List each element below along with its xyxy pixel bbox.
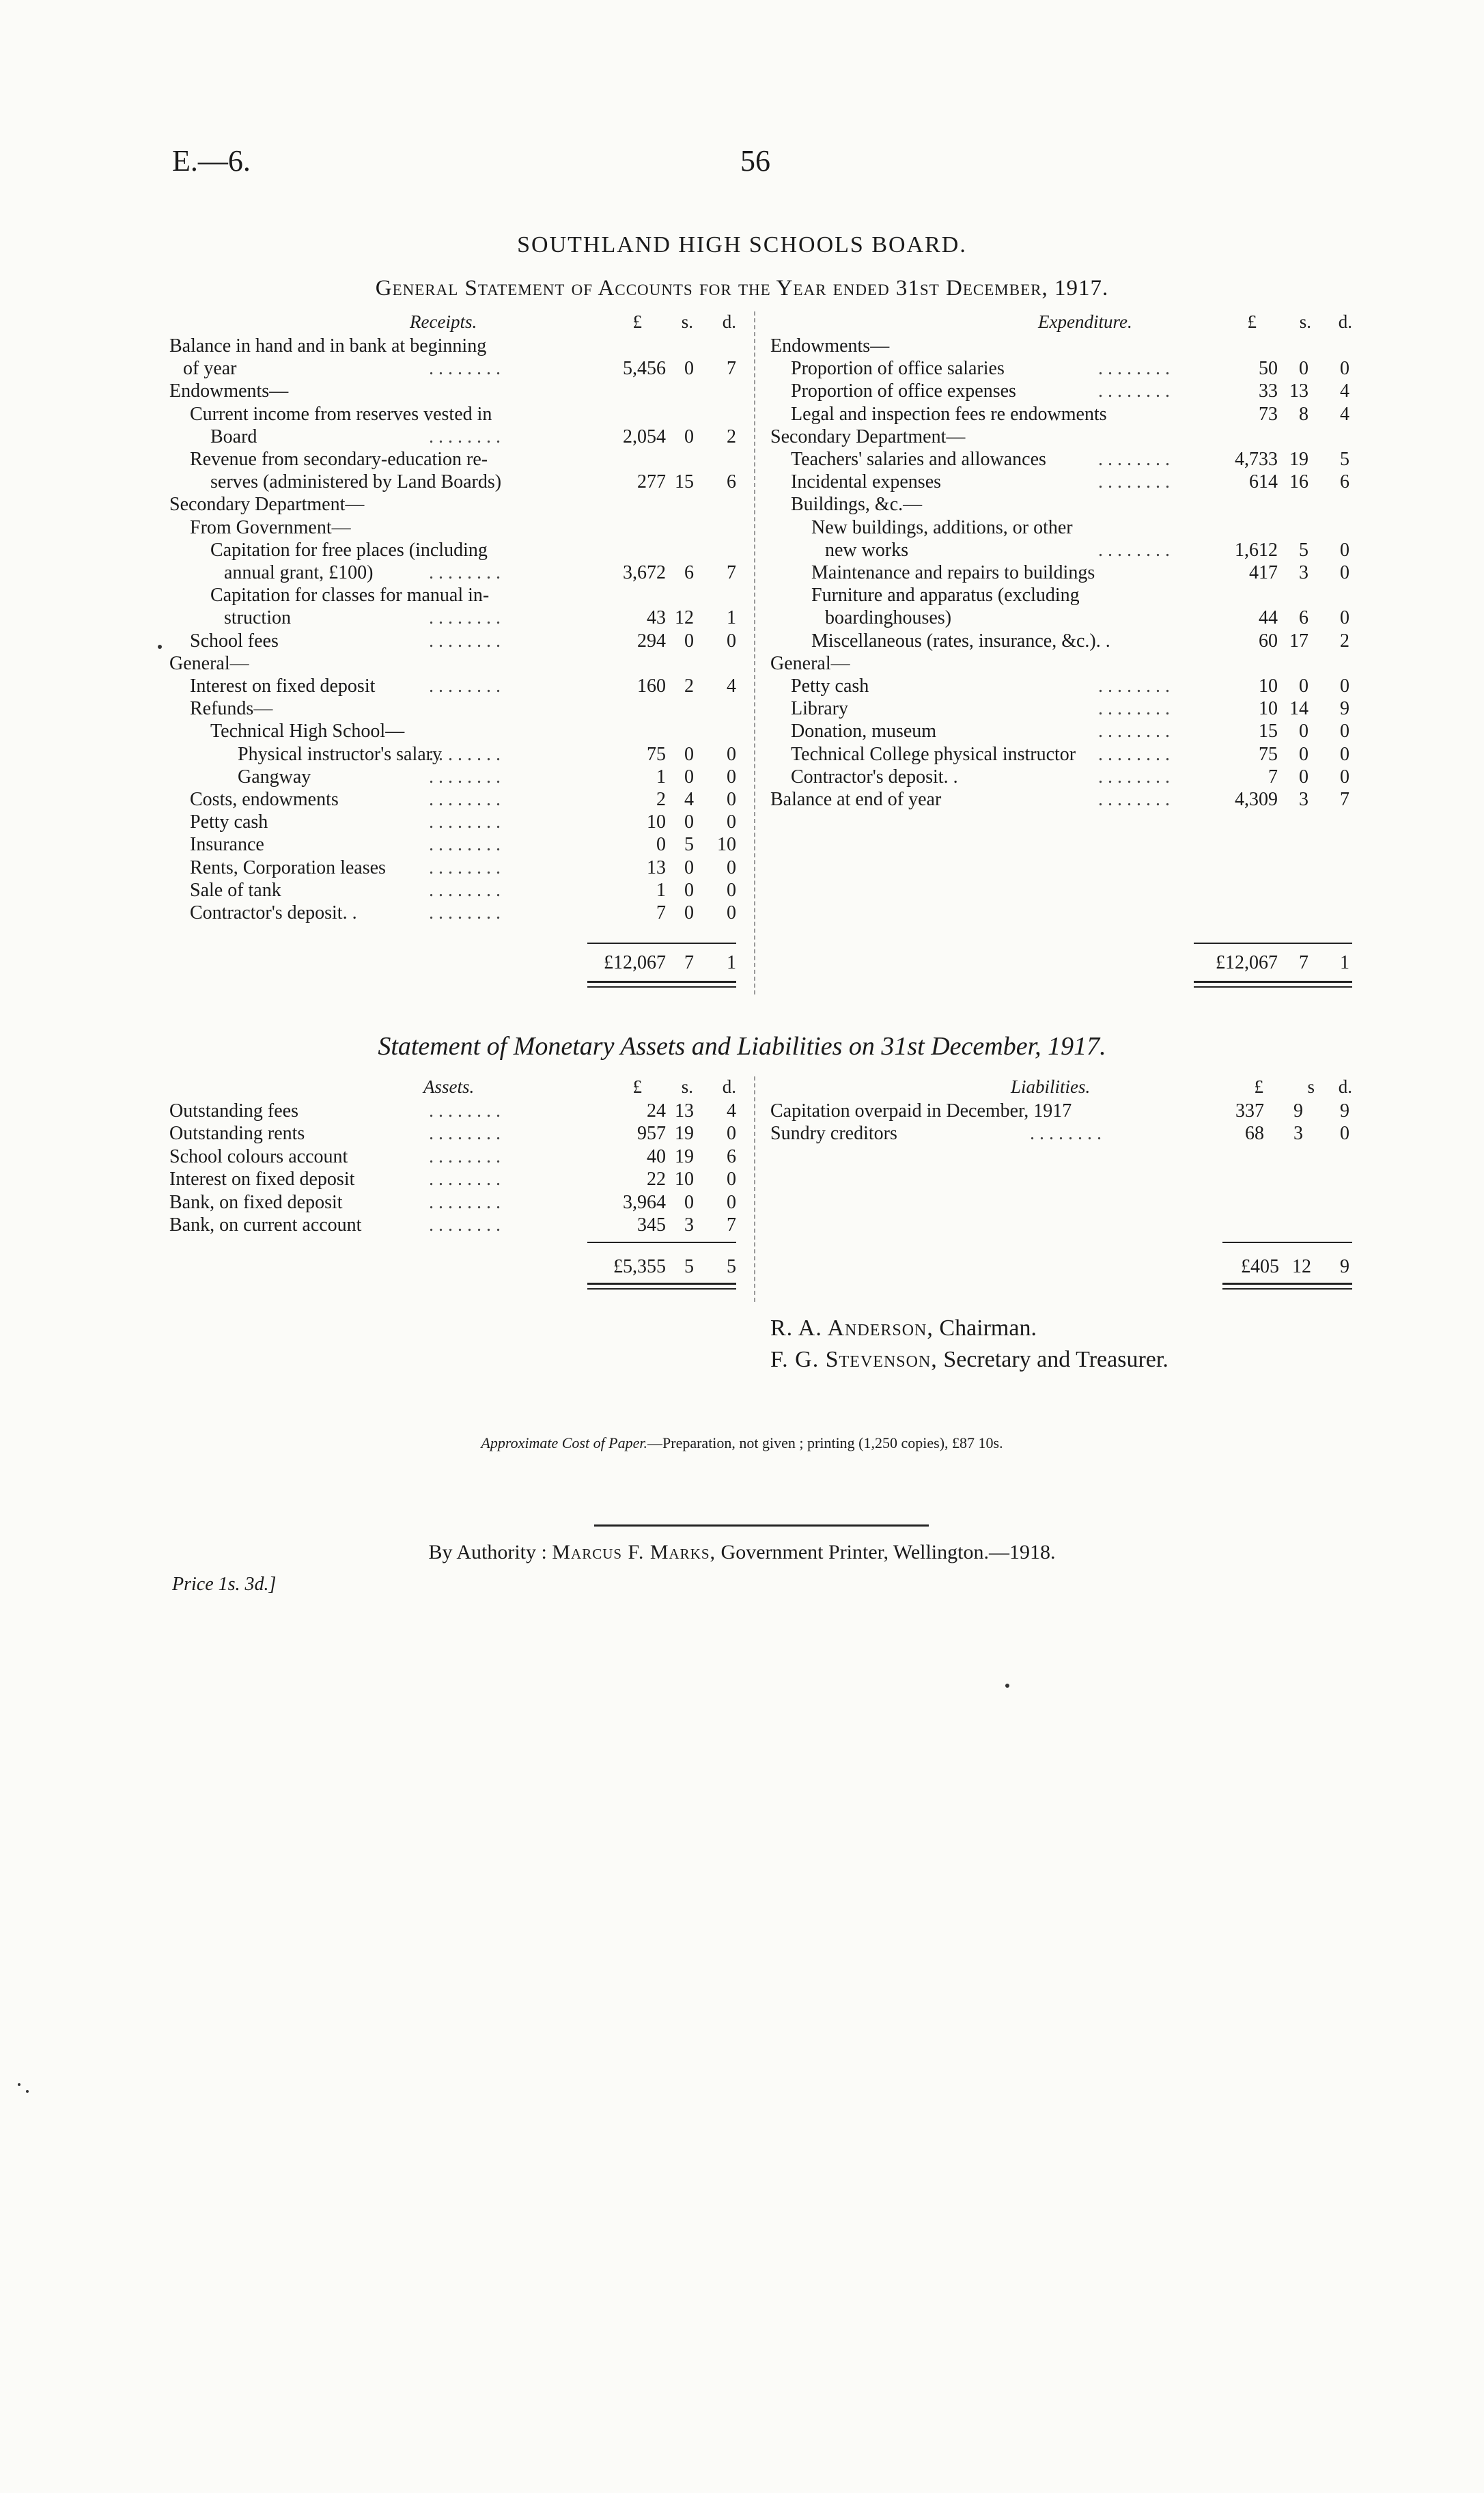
expenditure-row-label: new works: [825, 539, 909, 561]
liability-row-label: Sundry creditors: [770, 1123, 897, 1145]
liability-row-pounds: 337: [1235, 1100, 1264, 1122]
receipt-row-label: struction: [224, 607, 291, 629]
dot-leader: . . . . . . . .: [429, 676, 501, 697]
asset-row-shillings: 0: [684, 1191, 694, 1213]
receipt-row-pence: 7: [727, 358, 736, 380]
expenditure-row-shillings: 14: [1289, 698, 1308, 720]
expenditure-row-label: Donation, museum: [791, 721, 937, 742]
receipt-row-shillings: 12: [675, 607, 694, 629]
receipt-row-pence: 1: [727, 607, 736, 629]
receipt-row-shillings: 0: [684, 743, 694, 765]
receipt-row-pounds: 160: [637, 676, 666, 697]
asset-row-pounds: 3,964: [623, 1191, 666, 1213]
asset-row-pounds: 22: [647, 1169, 666, 1190]
asset-row-shillings: 19: [675, 1145, 694, 1167]
cost-note-label: Approximate Cost of Paper.: [481, 1434, 648, 1451]
receipt-row-pounds: 1: [656, 766, 666, 788]
assets-double-rule-2: [587, 1288, 736, 1290]
asset-row-label: Outstanding fees: [169, 1100, 298, 1122]
dot-leader: . . . . . . . .: [429, 562, 501, 583]
liability-row-pence: 0: [1340, 1123, 1349, 1145]
expenditure-row-label: Proportion of office expenses: [791, 380, 1016, 402]
assets-heading: Assets.: [423, 1076, 475, 1097]
liabilities-total-pounds: £405: [1241, 1256, 1279, 1277]
expenditure-row-label: Furniture and apparatus (excluding: [811, 585, 1080, 607]
liability-row-pounds: 68: [1245, 1123, 1264, 1145]
expenditure-row-label: Buildings, &c.—: [791, 494, 923, 516]
receipt-row-pounds: 0: [656, 834, 666, 856]
receipt-row-label: School fees: [190, 630, 279, 652]
asset-row-label: Bank, on current account: [169, 1214, 362, 1236]
liabilities-double-rule-2: [1222, 1288, 1352, 1290]
expenditure-row-pence: 0: [1340, 539, 1349, 561]
asset-row-pence: 0: [727, 1191, 736, 1213]
liabilities-total-rule: [1222, 1242, 1352, 1243]
asset-row-pence: 4: [727, 1100, 736, 1122]
receipt-row-label: Petty cash: [190, 811, 268, 833]
asset-row-shillings: 19: [675, 1123, 694, 1145]
expenditure-row-shillings: 0: [1299, 766, 1308, 788]
receipt-row-shillings: 0: [684, 426, 694, 447]
receipt-row-label: serves (administered by Land Boards): [210, 471, 502, 493]
secretary-signature: [770, 1347, 1168, 1373]
receipt-row-pounds: 43: [647, 607, 666, 629]
receipt-row-pence: 0: [727, 743, 736, 765]
secretary-role: Secretary and Treasurer.: [943, 1347, 1168, 1372]
expenditure-row-pounds: 10: [1259, 698, 1278, 720]
receipts-heading: Receipts.: [410, 311, 477, 332]
expenditure-row-label: Petty cash: [791, 676, 869, 697]
receipts-total-shillings: 7: [684, 952, 694, 973]
asset-row-shillings: 3: [684, 1214, 694, 1236]
receipts-pounds-unit: £: [632, 311, 642, 332]
receipt-row-pence: 6: [727, 471, 736, 493]
assets-shillings-unit: s.: [681, 1076, 693, 1097]
dot-leader: . . . . . . . .: [1098, 471, 1170, 493]
liabilities-pounds-unit: £: [1254, 1076, 1263, 1097]
receipt-row-pounds: 294: [637, 630, 666, 652]
expenditure-row-label: Technical College physical instructor: [791, 743, 1076, 765]
asset-row-pence: 6: [727, 1145, 736, 1167]
asset-row: [169, 1100, 750, 1122]
expenditure-row-label: Balance at end of year: [770, 789, 942, 810]
asset-row-label: Bank, on fixed deposit: [169, 1191, 343, 1213]
receipt-row-label: From Government—: [190, 516, 351, 538]
expenditure-row-shillings: 3: [1299, 562, 1308, 583]
expenditure-row-pence: 2: [1340, 630, 1349, 652]
receipt-row-shillings: 0: [684, 811, 694, 833]
receipt-row-label: Revenue from secondary-education re-: [190, 449, 488, 470]
printing-authority: [0, 1541, 1484, 1564]
expenditure-row-label: Miscellaneous (rates, insurance, &c.). .: [811, 630, 1110, 652]
liabilities-heading: Liabilities.: [1011, 1076, 1091, 1097]
expenditure-row-pence: 9: [1340, 698, 1349, 720]
dot-leader: . . . . . . . .: [429, 1100, 501, 1122]
dot-leader: . . . . . . . .: [1098, 676, 1170, 697]
receipt-row-pence: 0: [727, 630, 736, 652]
expenditure-row-pence: 4: [1340, 403, 1349, 425]
receipt-row-pounds: 10: [647, 811, 666, 833]
receipt-row-pence: 0: [727, 766, 736, 788]
liability-row: [770, 1100, 1364, 1122]
receipt-row-pence: 7: [727, 562, 736, 583]
receipt-row-label: Contractor's deposit. .: [190, 902, 357, 923]
report-reference: E.—6.: [172, 144, 251, 178]
receipt-row-shillings: 0: [684, 766, 694, 788]
page-number: 56: [740, 144, 770, 178]
cost-note-text: —Preparation, not given ; printing (1,250 copies), £87 10s.: [647, 1434, 1003, 1451]
receipts-pence-unit: d.: [722, 311, 736, 332]
receipts-total-pounds: £12,067: [604, 952, 666, 973]
expenditure-row-pounds: 33: [1259, 380, 1278, 402]
liability-row-shillings: 9: [1293, 1100, 1303, 1122]
dot-leader: . . . . . . . .: [429, 630, 501, 652]
expenditure-row-pence: 0: [1340, 721, 1349, 742]
expenditure-row-pounds: 614: [1249, 471, 1278, 493]
receipt-row-pence: 4: [727, 676, 736, 697]
expenditure-row-pence: 0: [1340, 607, 1349, 629]
expenditure-row-shillings: 13: [1289, 380, 1308, 402]
receipt-row-label: Insurance: [190, 834, 264, 856]
expenditure-row-label: Incidental expenses: [791, 471, 942, 493]
receipt-row-label: Gangway: [238, 766, 311, 788]
expenditure-row-shillings: 17: [1289, 630, 1308, 652]
dot-leader: . . . . . . . .: [429, 766, 501, 788]
receipt-row-shillings: 0: [684, 879, 694, 901]
expenditure-row-shillings: 0: [1299, 721, 1308, 742]
expenditure-row-pence: 0: [1340, 766, 1349, 788]
expenditure-row-label: Proportion of office salaries: [791, 358, 1005, 380]
chairman-name: R. A. Anderson,: [770, 1315, 934, 1341]
expenditure-row-pounds: 4,733: [1235, 449, 1278, 470]
dot-leader: . . . . . . . .: [429, 789, 501, 810]
asset-row-pounds: 40: [647, 1145, 666, 1167]
expenditure-row-label: Legal and inspection fees re endowments: [791, 403, 1107, 425]
board-title: SOUTHLAND HIGH SCHOOLS BOARD.: [517, 232, 967, 257]
expenditure-row-pounds: 10: [1259, 676, 1278, 697]
receipt-row-label: Costs, endowments: [190, 789, 339, 810]
expenditure-row-shillings: 0: [1299, 358, 1308, 380]
liability-row-pence: 9: [1340, 1100, 1349, 1122]
receipt-row-label: annual grant, £100): [224, 562, 374, 583]
receipt-row-pence: 0: [727, 789, 736, 810]
assets-total-pounds: £5,355: [613, 1256, 666, 1277]
dot-leader: . . . . . . . .: [429, 1169, 501, 1190]
asset-row-pounds: 24: [647, 1100, 666, 1122]
liability-row-label: Capitation overpaid in December, 1917: [770, 1100, 1072, 1122]
receipt-row-pence: 2: [727, 426, 736, 447]
dot-leader: . . . . . . . .: [1098, 743, 1170, 765]
expenditure-row-pence: 7: [1340, 789, 1349, 810]
expenditure-row-pounds: 417: [1249, 562, 1278, 583]
receipt-row-label: Rents, Corporation leases: [190, 856, 386, 878]
asset-row-shillings: 10: [675, 1169, 694, 1190]
expenditure-row-pence: 0: [1340, 743, 1349, 765]
dot-leader: . . . . . . . .: [429, 607, 501, 629]
cost-of-paper-note: [0, 1434, 1484, 1452]
asset-row-pounds: 957: [637, 1123, 666, 1145]
receipt-row-pounds: 1: [656, 879, 666, 901]
dot-leader: . . . . . . . .: [1098, 721, 1170, 742]
dot-leader: . . . . . . . .: [1098, 698, 1170, 720]
assets-pounds-unit: £: [632, 1076, 642, 1097]
asset-row-pence: 7: [727, 1214, 736, 1236]
chairman-signature: [770, 1315, 1037, 1341]
dot-leader: . . . . . . . .: [1030, 1123, 1102, 1145]
expenditure-row-shillings: 16: [1289, 471, 1308, 493]
receipt-row-label: Current income from reserves vested in: [190, 403, 492, 425]
expenditure-row-pounds: 73: [1259, 403, 1278, 425]
receipt-row-label: Refunds—: [190, 698, 273, 720]
dot-leader: . . . . . . . .: [429, 743, 501, 765]
dot-leader: . . . . . . . .: [429, 1145, 501, 1167]
dot-leader: . . . . . . . .: [429, 1123, 501, 1145]
asset-row-label: Outstanding rents: [169, 1123, 305, 1145]
asset-row: [169, 1214, 750, 1236]
receipt-row-label: Interest on fixed deposit: [190, 676, 376, 697]
dot-leader: . . . . . . . .: [429, 358, 501, 380]
receipt-row-pounds: 3,672: [623, 562, 666, 583]
dot-leader: . . . . . . . .: [1098, 766, 1170, 788]
receipt-row-label: Board: [210, 426, 257, 447]
expenditure-row-pence: 5: [1340, 449, 1349, 470]
liabilities-pence-unit: d.: [1338, 1076, 1352, 1097]
receipts-total-pence: 1: [727, 952, 736, 973]
dot-leader: . . . . . . . .: [1098, 358, 1170, 380]
dot-leader: . . . . . . . .: [1098, 539, 1170, 561]
receipt-row-pounds: 2: [656, 789, 666, 810]
receipt-row-pounds: 2,054: [623, 426, 666, 447]
expenditure-row-label: General—: [770, 652, 850, 674]
assets-total-shillings: 5: [684, 1256, 694, 1277]
expenditure-row-pounds: 60: [1259, 630, 1278, 652]
secretary-name: F. G. Stevenson,: [770, 1347, 938, 1372]
liability-row: [770, 1122, 1364, 1145]
assets-total-rule: [587, 1242, 736, 1243]
asset-row-shillings: 13: [675, 1100, 694, 1122]
expenditure-row-label: Contractor's deposit. .: [791, 766, 958, 788]
authority-prefix: By Authority :: [428, 1541, 547, 1563]
asset-row-pounds: 345: [637, 1214, 666, 1236]
receipts-shillings-unit: s.: [681, 311, 693, 332]
accounts-statement-title: General Statement of Accounts for the Year ended 31st December, 1917.: [375, 276, 1109, 301]
liabilities-shillings-unit: s: [1307, 1076, 1315, 1097]
expenditure-row-pounds: 1,612: [1235, 539, 1278, 561]
dot-leader: . . . . . . . .: [429, 902, 501, 923]
expenditure-row-pounds: 75: [1259, 743, 1278, 765]
receipt-row-pence: 10: [717, 834, 736, 856]
printer-name: Marcus F. Marks,: [552, 1541, 716, 1563]
expenditure-row-pounds: 7: [1268, 766, 1278, 788]
expenditure-row-label: Endowments—: [770, 335, 890, 357]
receipt-row-label: Capitation for free places (including: [210, 539, 488, 561]
dot-leader: . . . . . . . .: [429, 856, 501, 878]
receipt-row-shillings: 0: [684, 358, 694, 380]
asset-row: [169, 1122, 750, 1145]
liabilities-total-shillings: 12: [1292, 1256, 1311, 1277]
receipt-row-label: General—: [169, 652, 249, 674]
price: Price 1s. 3d.]: [172, 1574, 277, 1595]
expenditure-pence-unit: d.: [1338, 311, 1352, 332]
liabilities-total-pence: 9: [1340, 1256, 1349, 1277]
expenditure-row-label: Secondary Department—: [770, 426, 966, 447]
expenditure-row-label: Teachers' salaries and allowances: [791, 449, 1046, 470]
receipt-row-label: Sale of tank: [190, 879, 281, 901]
expenditure-row-label: Maintenance and repairs to buildings: [811, 562, 1095, 583]
expenditure-row-pounds: 4,309: [1235, 789, 1278, 810]
authority-rule: [594, 1524, 929, 1527]
dot-leader: . . . . . . . .: [1098, 449, 1170, 470]
expenditure-row-pence: 4: [1340, 380, 1349, 402]
expenditure-row-pounds: 15: [1259, 721, 1278, 742]
receipt-row-shillings: 6: [684, 562, 694, 583]
liability-row-shillings: 3: [1293, 1123, 1303, 1145]
expenditure-total-pence: 1: [1340, 952, 1349, 973]
receipt-row-label: of year: [183, 358, 237, 380]
asset-row: [169, 1168, 750, 1190]
expenditure-row-label: New buildings, additions, or other: [811, 516, 1073, 538]
receipt-row-shillings: 0: [684, 630, 694, 652]
expenditure-row-label: Library: [791, 698, 848, 720]
asset-row-pence: 0: [727, 1169, 736, 1190]
receipt-row-pounds: 75: [647, 743, 666, 765]
expenditure-row-pounds: 50: [1259, 358, 1278, 380]
dot-leader: . . . . . . . .: [429, 1214, 501, 1236]
receipt-row-label: Capitation for classes for manual in-: [210, 585, 490, 607]
expenditure-pounds-unit: £: [1247, 311, 1257, 332]
assets-double-rule: [587, 1283, 736, 1285]
expenditure-row-pence: 0: [1340, 676, 1349, 697]
assets-total-row: [587, 1255, 738, 1278]
receipt-row-shillings: 4: [684, 789, 694, 810]
dot-leader: . . . . . . . .: [429, 1191, 501, 1213]
expenditure-row-shillings: 6: [1299, 607, 1308, 629]
asset-row-label: School colours account: [169, 1145, 348, 1167]
expenditure-total-pounds: £12,067: [1216, 952, 1278, 973]
chairman-role: Chairman.: [939, 1315, 1037, 1341]
receipt-row-label: Technical High School—: [210, 721, 405, 742]
assets-total-pence: 5: [727, 1256, 736, 1277]
expenditure-row-shillings: 3: [1299, 789, 1308, 810]
stray-mark: [26, 2090, 29, 2093]
monetary-statement-title: Statement of Monetary Assets and Liabilities on 31st December, 1917.: [378, 1032, 1106, 1061]
receipt-row-label: Endowments—: [169, 380, 289, 402]
expenditure-row-pence: 0: [1340, 358, 1349, 380]
receipt-row-shillings: 0: [684, 856, 694, 878]
expenditure-row-shillings: 8: [1299, 403, 1308, 425]
stray-mark: [18, 2083, 20, 2086]
receipt-row-pence: 0: [727, 902, 736, 923]
receipt-row-shillings: 0: [684, 902, 694, 923]
receipt-row-shillings: 2: [684, 676, 694, 697]
receipt-row-pence: 0: [727, 811, 736, 833]
dot-leader: . . . . . . . .: [429, 811, 501, 833]
dot-leader: . . . . . . . .: [429, 879, 501, 901]
expenditure-heading: Expenditure.: [1038, 311, 1132, 332]
asset-row-pence: 0: [727, 1123, 736, 1145]
assets-pence-unit: d.: [722, 1076, 736, 1097]
receipt-row-pounds: 5,456: [623, 358, 666, 380]
receipt-row-label: Balance in hand and in bank at beginning: [169, 335, 487, 357]
expenditure-shillings-unit: s.: [1299, 311, 1311, 332]
receipt-row-pounds: 277: [637, 471, 666, 493]
asset-row-label: Interest on fixed deposit: [169, 1169, 355, 1190]
asset-row: [169, 1191, 750, 1214]
authority-suffix: Government Printer, Wellington.—1918.: [720, 1541, 1056, 1563]
receipt-row-label: Secondary Department—: [169, 494, 365, 516]
receipt-row-shillings: 5: [684, 834, 694, 856]
expenditure-row-shillings: 19: [1289, 449, 1308, 470]
asset-row: [169, 1145, 750, 1168]
receipt-row-pounds: 7: [656, 902, 666, 923]
receipt-row-shillings: 15: [675, 471, 694, 493]
stray-mark: [1005, 1684, 1009, 1688]
dot-leader: . . . . . . . .: [1098, 789, 1170, 810]
expenditure-row-shillings: 0: [1299, 743, 1308, 765]
expenditure-row-label: boardinghouses): [825, 607, 952, 629]
dot-leader: . . . . . . . .: [429, 834, 501, 856]
receipt-row-label: Physical instructor's salary: [238, 743, 442, 765]
liabilities-double-rule: [1222, 1283, 1352, 1285]
expenditure-row-pence: 6: [1340, 471, 1349, 493]
expenditure-total-shillings: 7: [1299, 952, 1308, 973]
receipt-row-pounds: 13: [647, 856, 666, 878]
receipt-row-pence: 0: [727, 856, 736, 878]
expenditure-row-pounds: 44: [1259, 607, 1278, 629]
expenditure-row-shillings: 5: [1299, 539, 1308, 561]
expenditure-row-pence: 0: [1340, 562, 1349, 583]
receipt-row-pence: 0: [727, 879, 736, 901]
dot-leader: . . . . . . . .: [429, 426, 501, 447]
liabilities-total-row: [1222, 1255, 1352, 1278]
dot-leader: . . . . . . . .: [1098, 380, 1170, 402]
expenditure-row-shillings: 0: [1299, 676, 1308, 697]
monetary-column-divider: [754, 1076, 755, 1302]
